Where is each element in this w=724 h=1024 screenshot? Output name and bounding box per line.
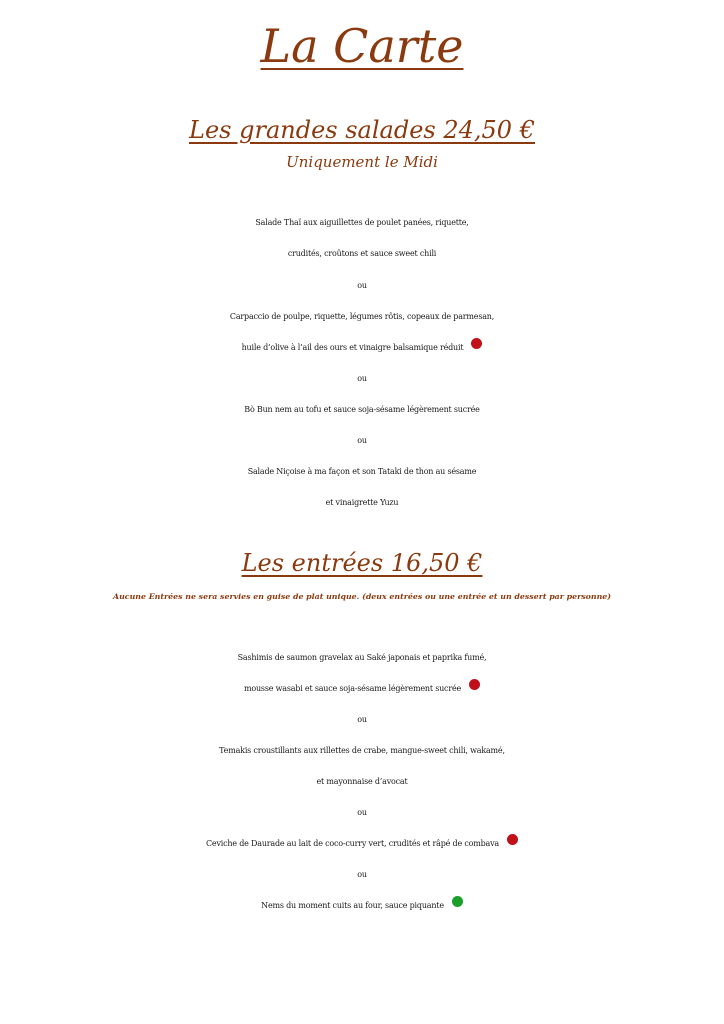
- salade-line: et vinaigrette Yuzu: [325, 498, 399, 507]
- salade-line: Salade Thaï aux aiguillettes de poulet panées, riquette,: [255, 218, 469, 227]
- entree-line: Nems du moment cuits au four, sauce piquante: [0, 891, 724, 921]
- page-title: La Carte: [260, 19, 464, 73]
- entree-line: et mayonnaise d’avocat: [316, 777, 408, 786]
- green-dot-icon: [452, 896, 463, 907]
- salade-line: Bò Bun nem au tofu et sauce soja-sésame légèrement sucrée: [244, 405, 480, 414]
- salades-subheading: Uniquement le Midi: [286, 153, 438, 171]
- entree-line: Sashimis de saumon gravelax au Saké japonais et paprika fumé,: [237, 653, 487, 662]
- separator-ou: ou: [357, 870, 367, 879]
- red-dot-icon: [471, 338, 482, 349]
- separator-ou: ou: [357, 374, 367, 383]
- separator-ou: ou: [357, 436, 367, 445]
- salade-line: huile d’olive à l’ail des ours et vinaigre balsamique réduit: [0, 333, 724, 363]
- entree-line: mousse wasabi et sauce soja-sésame légèrement sucrée: [0, 674, 724, 704]
- red-dot-icon: [507, 834, 518, 845]
- entrees-note: Aucune Entrées ne sera servies en guise de plat unique. (deux entrées ou une entrée et un dessert par personne): [113, 592, 611, 601]
- separator-ou: ou: [357, 281, 367, 290]
- salade-line: Salade Niçoise à ma façon et son Tataki de thon au sésame: [247, 467, 477, 476]
- entree-line: Temakis croustillants aux rillettes de crabe, mangue-sweet chili, wakamé,: [219, 746, 505, 755]
- entrees-heading: Les entrées 16,50 €: [241, 549, 483, 577]
- salade-line: Carpaccio de poulpe, riquette, légumes rôtis, copeaux de parmesan,: [229, 312, 495, 321]
- separator-ou: ou: [357, 715, 367, 724]
- red-dot-icon: [469, 679, 480, 690]
- salades-heading: Les grandes salades 24,50 €: [189, 116, 535, 144]
- separator-ou: ou: [357, 808, 367, 817]
- salade-line: crudités, croûtons et sauce sweet chili: [287, 249, 437, 258]
- entree-line: Ceviche de Daurade au lait de coco-curry vert, crudités et râpé de combava: [0, 829, 724, 859]
